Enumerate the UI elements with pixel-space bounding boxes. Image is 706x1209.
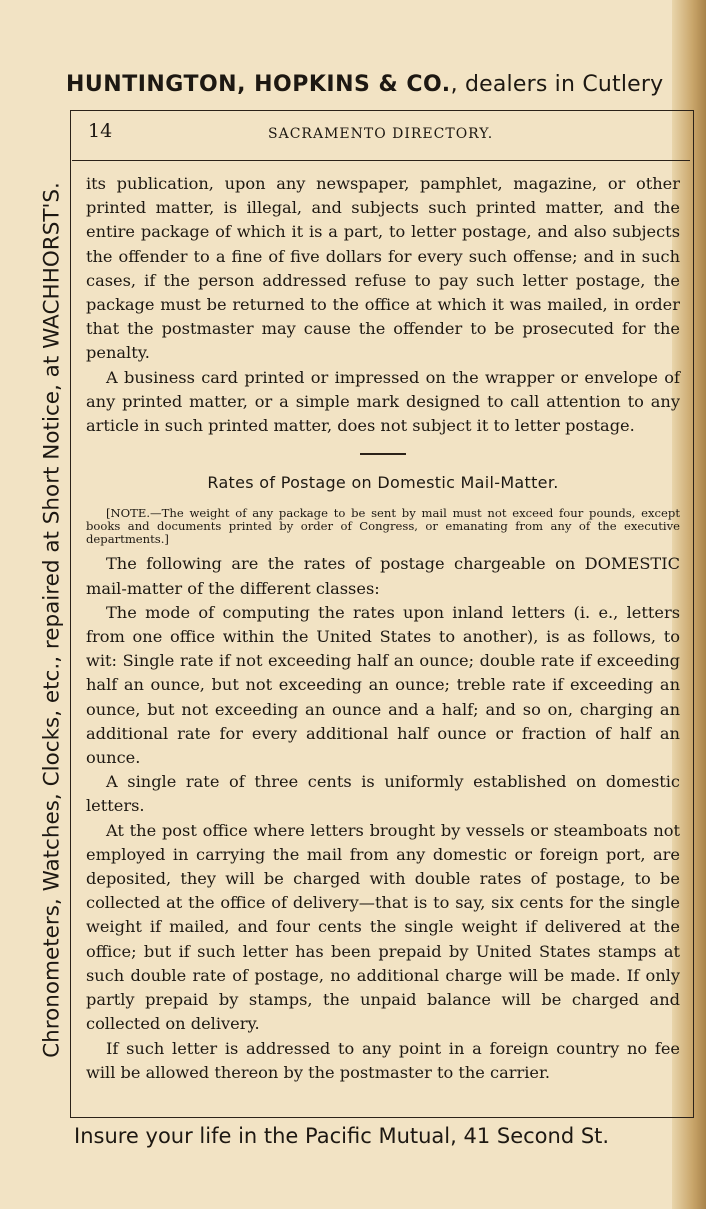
running-head-title: SACRAMENTO DIRECTORY. xyxy=(268,126,494,142)
note xyxy=(86,507,680,546)
paragraph: At the post office where letters brought by vessels or steamboats not employed in carrying the mail from any domestic or foreign port, are deposited, they will be charged with double rates of postage, to be collected at the office of delivery—that is to say, six cents for the single weight if mailed, and four cents the single weight if delivered at the office; but if such letter has been prepaid by United States stamps at such double rate of postage, no additional charge will be made. If only partly prepaid by stamps, the unpaid balance will be charged and collected on delivery. xyxy=(86,820,680,1034)
page-number: 14 xyxy=(88,120,113,142)
page-body xyxy=(86,172,680,1085)
note-text: [NOTE.—The weight of any package to be sent by mail must not exceed four pounds, except books and documents printed by order of Congress, or emanating from any of the executive departments.] xyxy=(86,506,680,547)
running-head xyxy=(88,120,678,150)
paragraph: its publication, upon any newspaper, pamphlet, magazine, or other printed matter, is illegal, and subjects such printed matter, and the entire package of which it is a part, to letter postage, and also subjects the offender to a fine of five dollars for every such offense; and in such cases, if the person addressed refuse to pay such letter postage, the package must be returned to the office at which it was mailed, in order that the postmaster may cause the offender to be prosecuted for the penalty. xyxy=(86,174,680,363)
paragraph: The following are the rates of postage chargeable on DOMESTIC mail-matter of the different classes: xyxy=(86,554,680,598)
top-advertisement-firm: HUNTINGTON, HOPKINS & CO. xyxy=(66,72,451,97)
section-divider xyxy=(360,453,406,455)
side-advertisement: Chronometers, Watches, Clocks, etc., repaired at Short Notice, at WACHHORST'S. xyxy=(39,182,65,1058)
top-advertisement xyxy=(66,72,700,97)
paragraph: A business card printed or impressed on the wrapper or envelope of any printed matter, or a simple mark designed to call attention to any article in such printed matter, does not subject it to letter postage. xyxy=(86,367,680,436)
top-advertisement-trade: , dealers in Cutlery xyxy=(450,72,664,97)
bottom-advertisement: Insure your life in the Pacific Mutual, 41 Second St. xyxy=(74,1124,610,1148)
paragraph: If such letter is addressed to any point in a foreign country no fee will be allowed thereon by the postmaster to the carrier. xyxy=(86,1038,680,1082)
paragraph: The mode of computing the rates upon inland letters (i. e., letters from one office within the United States to another), is as follows, to wit: Single rate if not exceeding half an ounce; double rate if exceeding half an ounce, but not exceeding an ounce; treble rate if exceeding an ounce, but not exceeding an ounce and a half; and so on, charging an additional rate for every additional half ounce or fraction of half an ounce. xyxy=(86,602,680,768)
section-heading: Rates of Postage on Domestic Mail-Matter. xyxy=(207,473,559,493)
paragraph: A single rate of three cents is uniformly established on domestic letters. xyxy=(86,772,680,816)
running-head-rule xyxy=(72,160,690,161)
